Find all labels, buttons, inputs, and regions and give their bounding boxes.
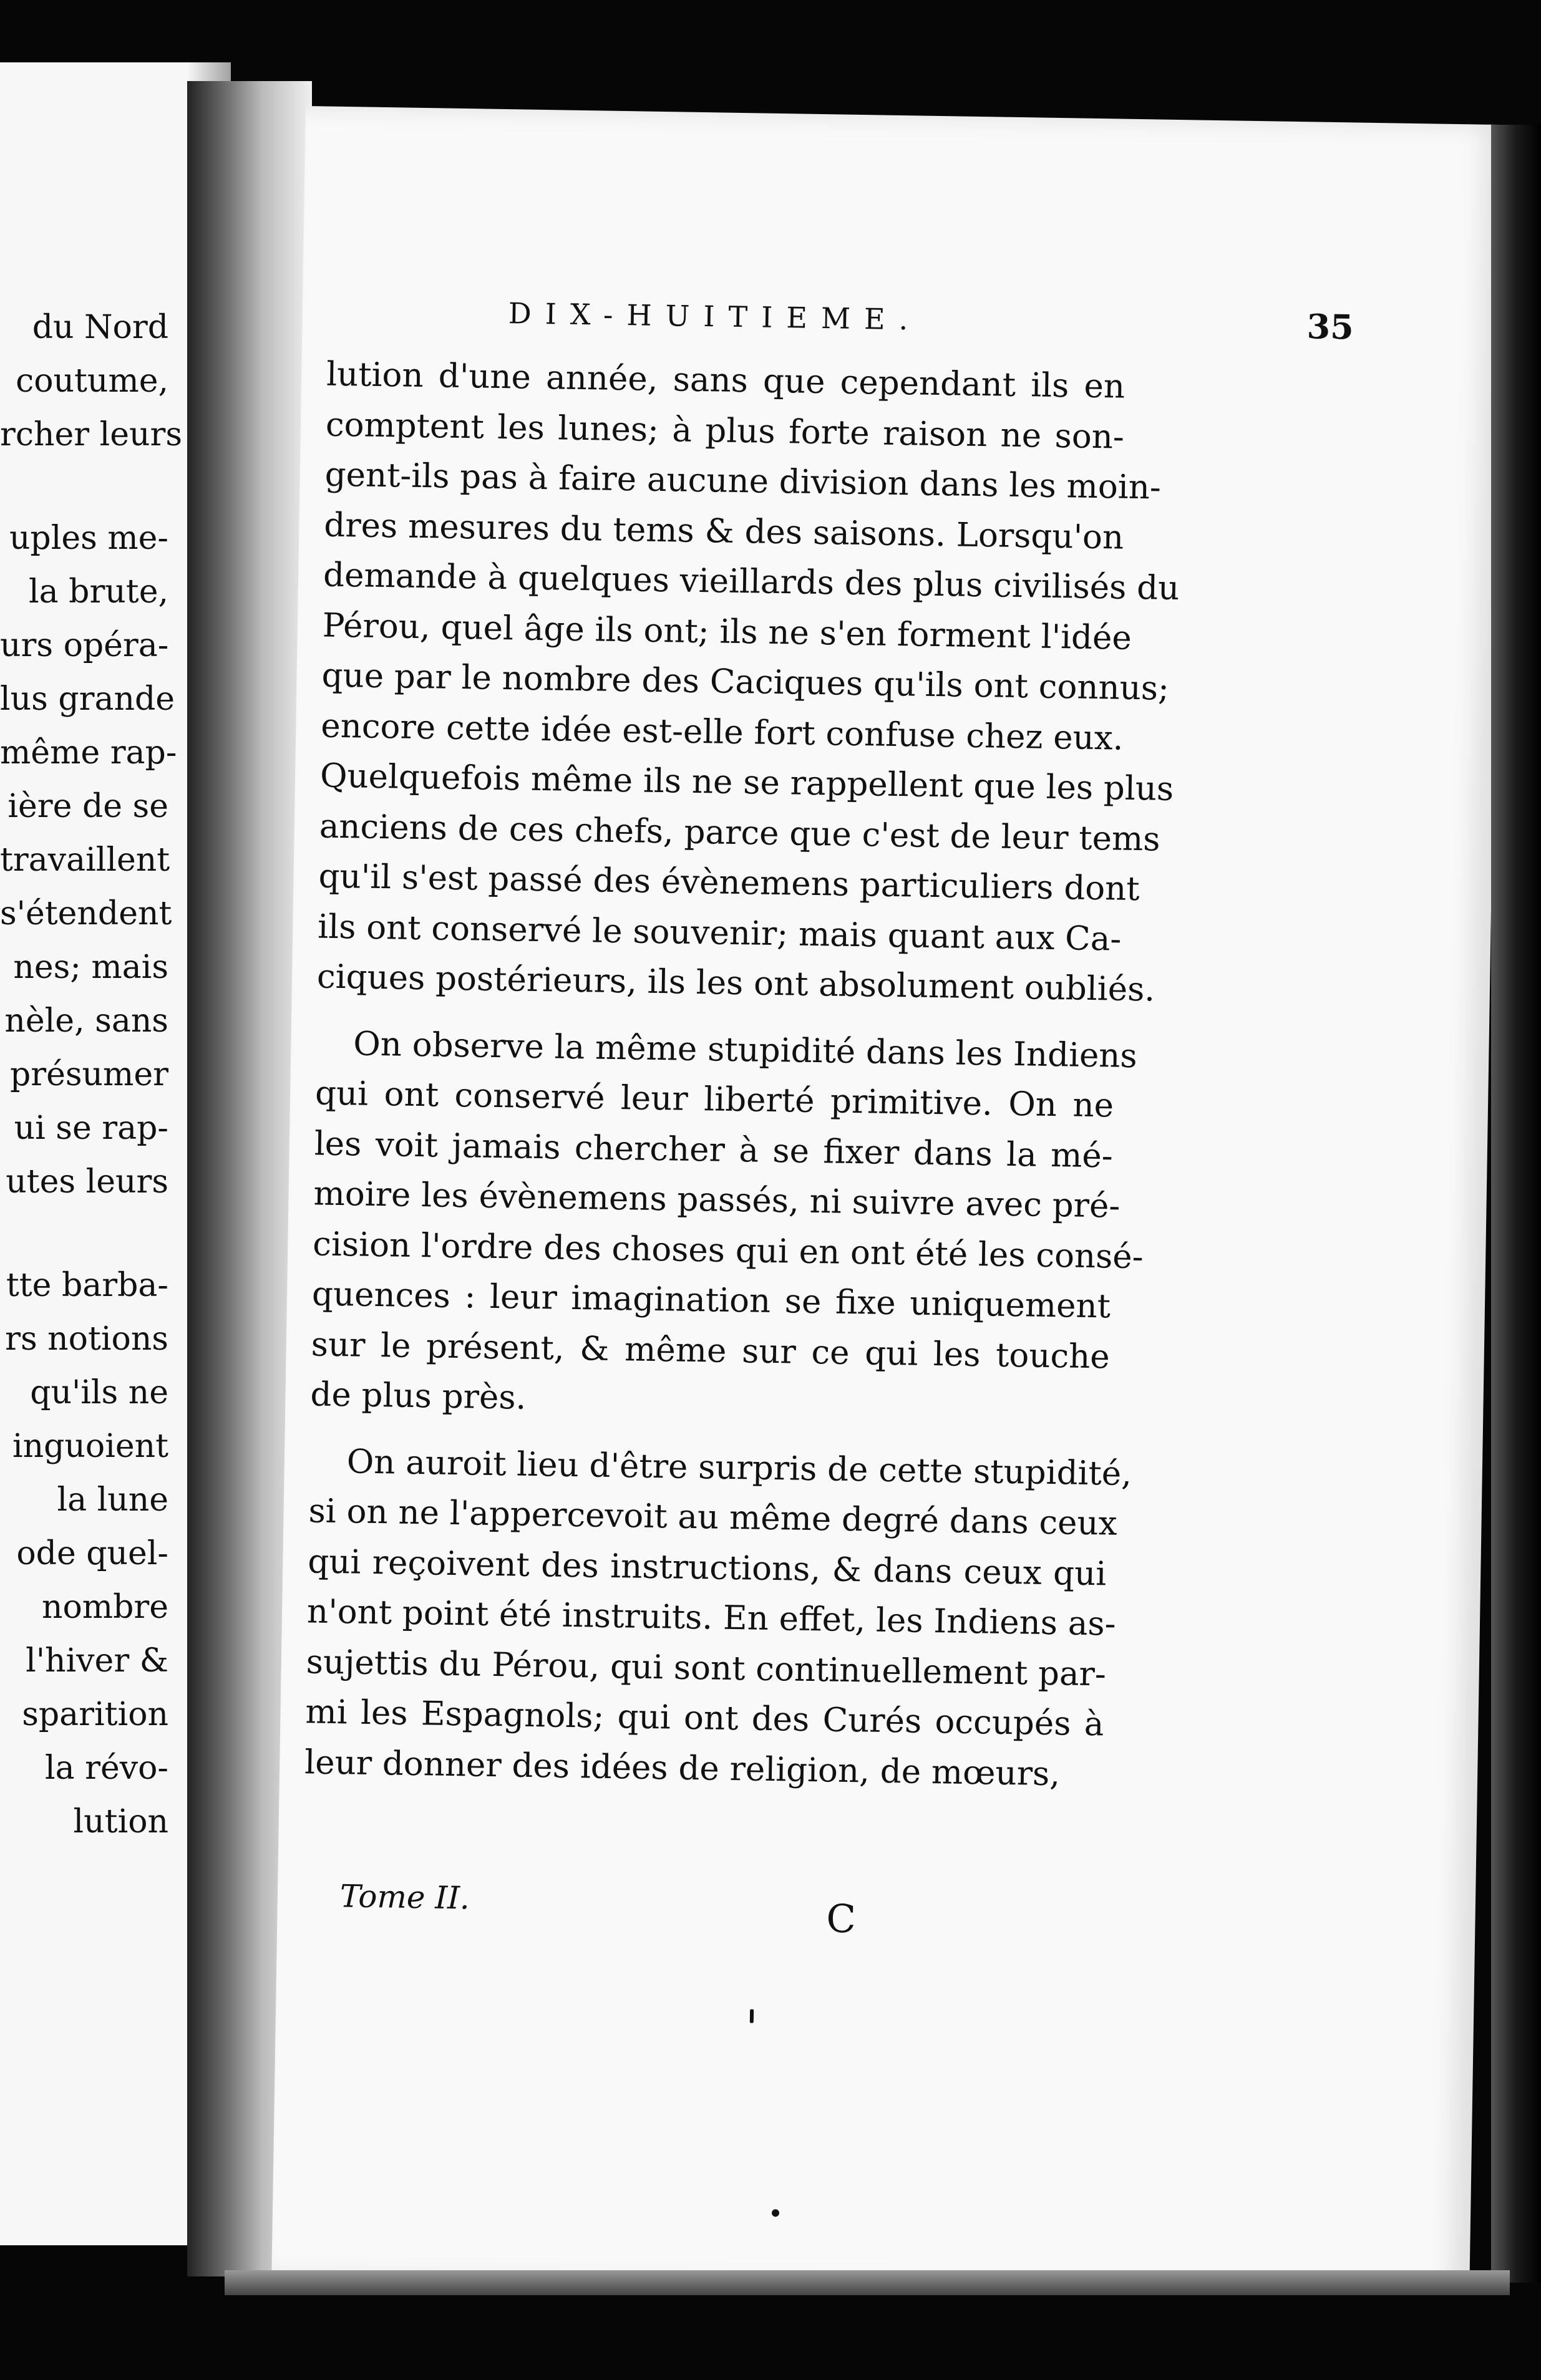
paragraph-gap	[0, 1209, 168, 1259]
text-fragment: ode quel-	[16, 1535, 168, 1572]
text-fragment: ui se rap-	[14, 1110, 168, 1147]
text-line: On observe la même stupidité dans les Indiens	[352, 1024, 1138, 1075]
text-line: qui ont conservé leur liberté primitive. On ne	[314, 1074, 1114, 1125]
text-line: les voit jamais chercher à se fixer dans la mé-	[314, 1124, 1114, 1176]
text-fragment: la brute,	[29, 573, 168, 611]
text-fragment: lution	[73, 1803, 168, 1841]
text-fragment: utes leurs	[6, 1163, 168, 1201]
text-line: lution d'une année, sans que cependant ils en	[326, 355, 1125, 406]
text-fragment: sparition	[22, 1696, 168, 1733]
previous-page-text	[0, 301, 183, 1849]
text-line: sujettis du Pérou, qui sont continuellement par-	[306, 1642, 1107, 1693]
text-line: quences : leur imagination se fixe uniquement	[311, 1275, 1111, 1326]
text-line: si on ne l'appercevoit au même degré dans ceux	[308, 1492, 1118, 1543]
ink-speck	[772, 2209, 779, 2217]
text-fragment: la lune	[57, 1481, 168, 1519]
text-line: sur le présent, & même sur ce qui les touche	[311, 1325, 1111, 1376]
paragraph	[316, 350, 1180, 1015]
text-line: ils ont conservé le souvenir; mais quant aux Ca-	[317, 907, 1122, 959]
paragraph	[304, 1436, 1132, 1801]
text-fragment: l'hiver &	[26, 1642, 168, 1680]
text-fragment: qu'ils ne	[30, 1374, 168, 1411]
text-line: ciques postérieurs, ils les ont absolument oubliés.	[316, 957, 1155, 1009]
text-line: anciens de ces chefs, parce que c'est de leur tems	[319, 806, 1160, 859]
text-fragment: nèle, sans	[4, 1002, 168, 1040]
text-fragment: ière de se	[7, 788, 168, 825]
text-line: encore cette idée est-elle fort confuse chez eux.	[320, 707, 1124, 758]
text-fragment: la révo-	[44, 1749, 168, 1787]
text-line: comptent les lunes; à plus forte raison ne son-	[325, 405, 1125, 457]
text-fragment: nombre	[41, 1589, 168, 1626]
text-line: On auroit lieu d'être surpris de cette stupidité,	[346, 1442, 1132, 1493]
text-fragment: du Nord	[32, 309, 168, 346]
volume-mark: Tome II.	[339, 1878, 470, 1917]
text-fragment: s'étendent	[0, 895, 172, 932]
text-fragment: inguoient	[12, 1428, 168, 1465]
text-line: cision l'ordre des choses qui en ont été les consé-	[312, 1224, 1144, 1276]
paragraph	[310, 1018, 1144, 1433]
current-page	[271, 106, 1503, 2295]
text-fragment: présumer	[9, 1056, 168, 1093]
paragraph-gap	[0, 462, 168, 511]
text-line: mi les Espagnols; qui ont des Curés occupés à	[305, 1693, 1104, 1744]
text-line: qui reçoivent des instructions, & dans ceux qui	[307, 1542, 1107, 1593]
text-line: gent-ils pas à faire aucune division dans les moin-	[324, 455, 1162, 507]
text-fragment: même rap-	[0, 734, 177, 772]
page-footer	[339, 1878, 1089, 1946]
text-line: de plus près.	[310, 1375, 527, 1417]
page-number: 35	[1306, 306, 1354, 347]
page-bottom-edge	[225, 2270, 1510, 2295]
text-line: Pérou, quel âge ils ont; ils ne s'en forment l'idée	[322, 606, 1132, 657]
text-fragment: urs opéra-	[0, 627, 169, 664]
text-line: moire les évènemens passés, ni suivre avec pré-	[313, 1174, 1121, 1226]
text-line: qu'il s'est passé des évènemens particuliers dont	[318, 857, 1140, 909]
text-line: dres mesures du tems & des saisons. Lorsqu'on	[323, 506, 1124, 557]
text-line: n'ont point été instruits. En effet, les Indiens as-	[306, 1592, 1117, 1643]
running-head	[508, 296, 1382, 360]
text-line: que par le nombre des Caciques qu'ils ont connus;	[321, 656, 1170, 708]
text-fragment: nes; mais	[13, 949, 168, 986]
text-line: demande à quelques vieillards des plus civilisés du	[323, 556, 1180, 608]
running-title: DIX-HUITIEME.	[508, 296, 922, 337]
signature-mark: C	[825, 1895, 857, 1942]
text-fragment: rcher leurs	[0, 416, 183, 453]
text-line: Quelquefois même ils ne se rappellent que les plus	[319, 757, 1174, 808]
text-fragment: coutume,	[16, 362, 168, 400]
text-line: leur donner des idées de religion, de mœurs,	[304, 1743, 1061, 1793]
text-fragment: tte barba-	[6, 1267, 168, 1304]
ink-speck	[750, 2010, 754, 2023]
text-fragment: rs notions	[5, 1320, 168, 1358]
text-fragment: uples me-	[9, 520, 168, 557]
page-stack-edge	[1491, 125, 1541, 2283]
body-text	[304, 350, 1180, 1801]
text-fragment: travaillent	[0, 841, 170, 879]
text-fragment: lus grande	[0, 680, 175, 718]
